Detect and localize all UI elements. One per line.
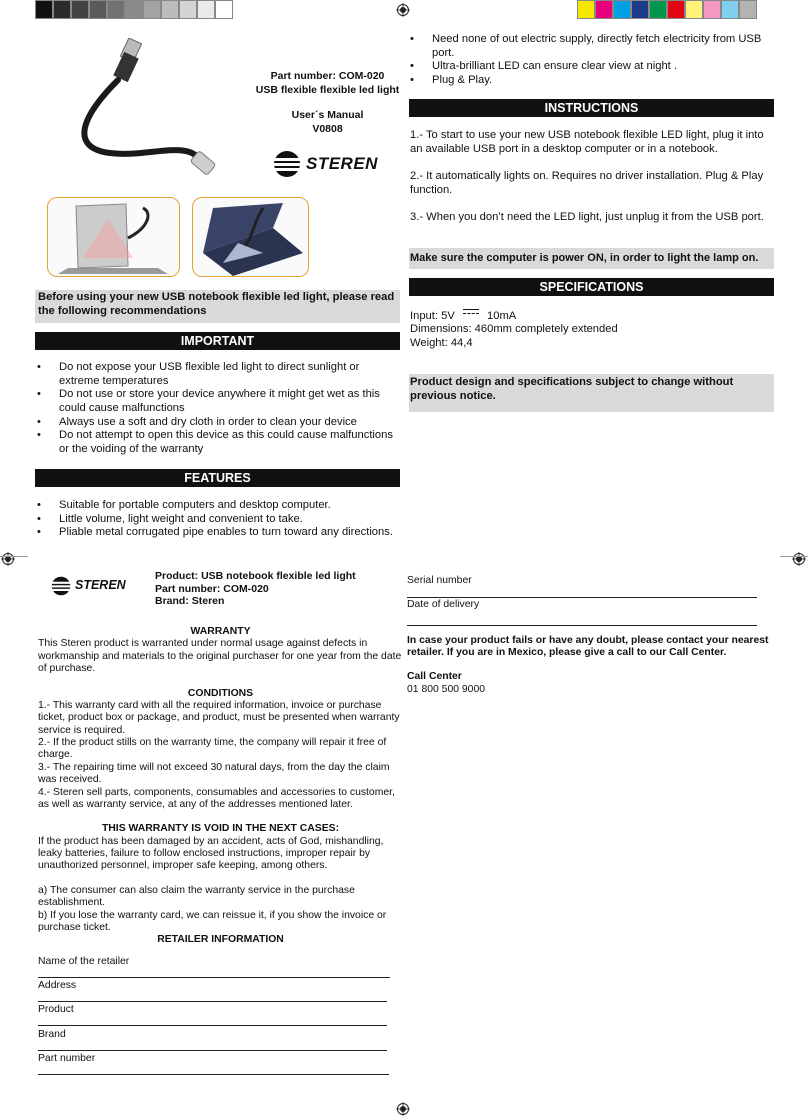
- color-swatch: [215, 0, 233, 19]
- grayscale-strip: [35, 0, 231, 19]
- warranty-steren-logo: [50, 576, 126, 596]
- retailer-title: RETAILER INFORMATION: [157, 934, 284, 946]
- product-name-header: USB flexible flexible led light: [255, 83, 400, 96]
- retailer-field-product[interactable]: [38, 1003, 387, 1027]
- condition-item: 3.- The repairing time will not exceed 30 natural days, from the day the claim was received.: [38, 761, 390, 786]
- color-swatch: [107, 0, 125, 19]
- color-swatch: [667, 0, 685, 19]
- color-swatch: [35, 0, 53, 19]
- part-number-header: Part number: COM-020: [270, 70, 385, 82]
- delivery-date-label: Date of delivery: [407, 599, 480, 610]
- color-swatch: [143, 0, 161, 19]
- warranty-title: WARRANTY: [190, 626, 251, 637]
- call-center-number: 01 800 500 9000: [407, 684, 486, 695]
- features-list-cont: [410, 33, 772, 88]
- color-swatch: [685, 0, 703, 19]
- steren-logo: [272, 150, 378, 178]
- spec-input: [410, 309, 772, 324]
- manual-version: V0808: [312, 122, 343, 135]
- retailer-field-part-number[interactable]: [38, 1052, 389, 1076]
- registration-mark-icon: [396, 3, 410, 17]
- retailer-field-label: Product: [38, 1004, 74, 1015]
- steren-logo-icon: [50, 576, 72, 596]
- manual-title: User´s Manual: [291, 109, 364, 122]
- features-bar: FEATURES: [35, 469, 400, 487]
- warranty-product: Product: USB notebook flexible led light: [155, 570, 356, 582]
- color-swatch: [739, 0, 757, 19]
- laptop-photo-2: [192, 197, 309, 277]
- steren-logo-text: STEREN: [75, 578, 126, 593]
- color-swatch: [703, 0, 721, 19]
- fill-line: [38, 1025, 387, 1026]
- list-item: • Do not use or store your device anywhere it might get wet as this could cause malfunctions: [37, 388, 402, 415]
- fill-line: [38, 1074, 389, 1075]
- important-bar: IMPORTANT: [35, 332, 400, 350]
- warranty-brand: Brand: Steren: [155, 595, 225, 608]
- color-swatch: [179, 0, 197, 19]
- retailer-field-label: Brand: [38, 1029, 66, 1040]
- laptop-illustration-icon: [193, 198, 309, 277]
- serial-number-field[interactable]: [407, 574, 757, 598]
- list-item: • Do not attempt to open this device as this could cause malfunctions or the voiding of the warranty: [37, 429, 402, 456]
- warranty-text: This Steren product is warranted under normal usage against defects in workmanship and materials to the original purchaser for one year from the date of purchase.: [38, 638, 402, 675]
- color-swatch: [89, 0, 107, 19]
- retailer-field-name[interactable]: [38, 955, 390, 979]
- dc-symbol-icon: [463, 309, 479, 317]
- void-title: THIS WARRANTY IS VOID IN THE NEXT CASES:: [101, 823, 340, 835]
- color-swatch: [53, 0, 71, 19]
- condition-item: 4.- Steren sell parts, components, consumables and accessories to customer, as well as warranty service, at any of the addresses mentioned later.: [38, 786, 395, 810]
- registration-mark-icon: [396, 1102, 410, 1116]
- color-swatch: [197, 0, 215, 19]
- laptop-photo-1: [47, 197, 180, 277]
- conditions-title: CONDITIONS: [187, 687, 254, 699]
- contact-text: In case your product fails or have any doubt, please contact your nearest retailer. If you are in Mexico, please give a call to our Call Center.: [407, 635, 769, 659]
- condition-item: 1.- This warranty card with all the required information, invoice or purchase ticket, product box or package, and product, must be presented when warranty service is required.: [38, 699, 400, 736]
- retailer-field-address[interactable]: [38, 979, 387, 1003]
- instruction-step: 3.- When you don’t need the LED light, just unplug it from the USB port.: [410, 211, 764, 223]
- void-text: If the product has been damaged by an accident, acts of God, mishandling, leaky batteries, failure to follow enclosed instructions, improper repair by unauthorized personnel, improper safe keeping, among others.: [38, 835, 384, 872]
- color-swatch: [71, 0, 89, 19]
- color-swatch: [631, 0, 649, 19]
- power-note: Make sure the computer is power ON, in order to light the lamp on.: [409, 248, 774, 269]
- spec-dimensions: Dimensions: 460mm completely extended: [410, 323, 618, 335]
- registration-mark-icon: [792, 552, 806, 566]
- list-item: • Ultra-brilliant LED can ensure clear view at night .: [410, 60, 772, 74]
- warranty-note: a) The consumer can also claim the warranty service in the purchase establishment.: [38, 884, 355, 909]
- list-item: • Little volume, light weight and convenient to take.: [37, 513, 402, 527]
- fold-divider: [780, 556, 808, 557]
- fill-line: [407, 625, 757, 626]
- instructions-bar: INSTRUCTIONS: [409, 99, 774, 117]
- list-item: • Always use a soft and dry cloth in order to clean your device: [37, 416, 402, 430]
- spec-input-current: 10mA: [487, 310, 517, 322]
- warranty-part-number: Part number: COM-020: [155, 582, 269, 595]
- retailer-field-label: Part number: [38, 1053, 96, 1064]
- list-item: • Suitable for portable computers and desktop computer.: [37, 499, 402, 513]
- retailer-field-brand[interactable]: [38, 1028, 387, 1052]
- color-swatch: [161, 0, 179, 19]
- color-swatch: [125, 0, 143, 19]
- instruction-step: 1.- To start to use your new USB notebook flexible LED light, plug it into an available USB port in a desktop computer or in a notebook.: [410, 129, 764, 155]
- spec-input-label: Input: 5V: [410, 310, 455, 322]
- warranty-note: b) If you lose the warranty card, we can reissue it, if you show the invoice or purchase ticket.: [38, 909, 387, 933]
- condition-item: 2.- If the product stills on the warranty time, the company will repair it free of charge.: [38, 737, 387, 761]
- list-item: • Do not expose your USB flexible led light to direct sunlight or extreme temperatures: [37, 361, 402, 388]
- laptop-illustration-icon: [48, 198, 180, 277]
- spec-weight: Weight: 44,4: [410, 337, 473, 349]
- instruction-step: 2.- It automatically lights on. Requires no driver installation. Plug & Play function.: [410, 170, 764, 196]
- delivery-date-field[interactable]: [407, 598, 757, 626]
- fill-line: [38, 1001, 387, 1002]
- steren-logo-icon: [272, 150, 302, 178]
- fill-line: [38, 977, 390, 978]
- color-swatch: [595, 0, 613, 19]
- color-swatch: [613, 0, 631, 19]
- specifications-bar: SPECIFICATIONS: [409, 278, 774, 296]
- list-item: • Need none of out electric supply, directly fetch electricity from USB port.: [410, 33, 772, 60]
- list-item: • Plug & Play.: [410, 74, 772, 88]
- serial-number-label: Serial number: [407, 575, 472, 586]
- color-swatch: [649, 0, 667, 19]
- fold-divider: [0, 556, 28, 557]
- important-list: [37, 361, 402, 457]
- list-item: • Pliable metal corrugated pipe enables to turn toward any directions.: [37, 526, 402, 540]
- retailer-field-label: Address: [38, 980, 77, 991]
- color-swatch: [577, 0, 595, 19]
- registration-mark-icon: [1, 552, 15, 566]
- retailer-field-label: Name of the retailer: [38, 956, 130, 967]
- call-center-title: Call Center: [407, 671, 462, 682]
- color-strip: [577, 0, 773, 19]
- color-swatch: [721, 0, 739, 19]
- usb-light-photo: [60, 38, 230, 188]
- steren-logo-text: STEREN: [306, 153, 378, 173]
- recommend-note: Before using your new USB notebook flexible led light, please read the following recommendations: [35, 290, 400, 323]
- spec-note: Product design and specifications subject to change without previous notice.: [409, 374, 774, 412]
- fill-line: [38, 1050, 387, 1051]
- features-list: [37, 499, 402, 540]
